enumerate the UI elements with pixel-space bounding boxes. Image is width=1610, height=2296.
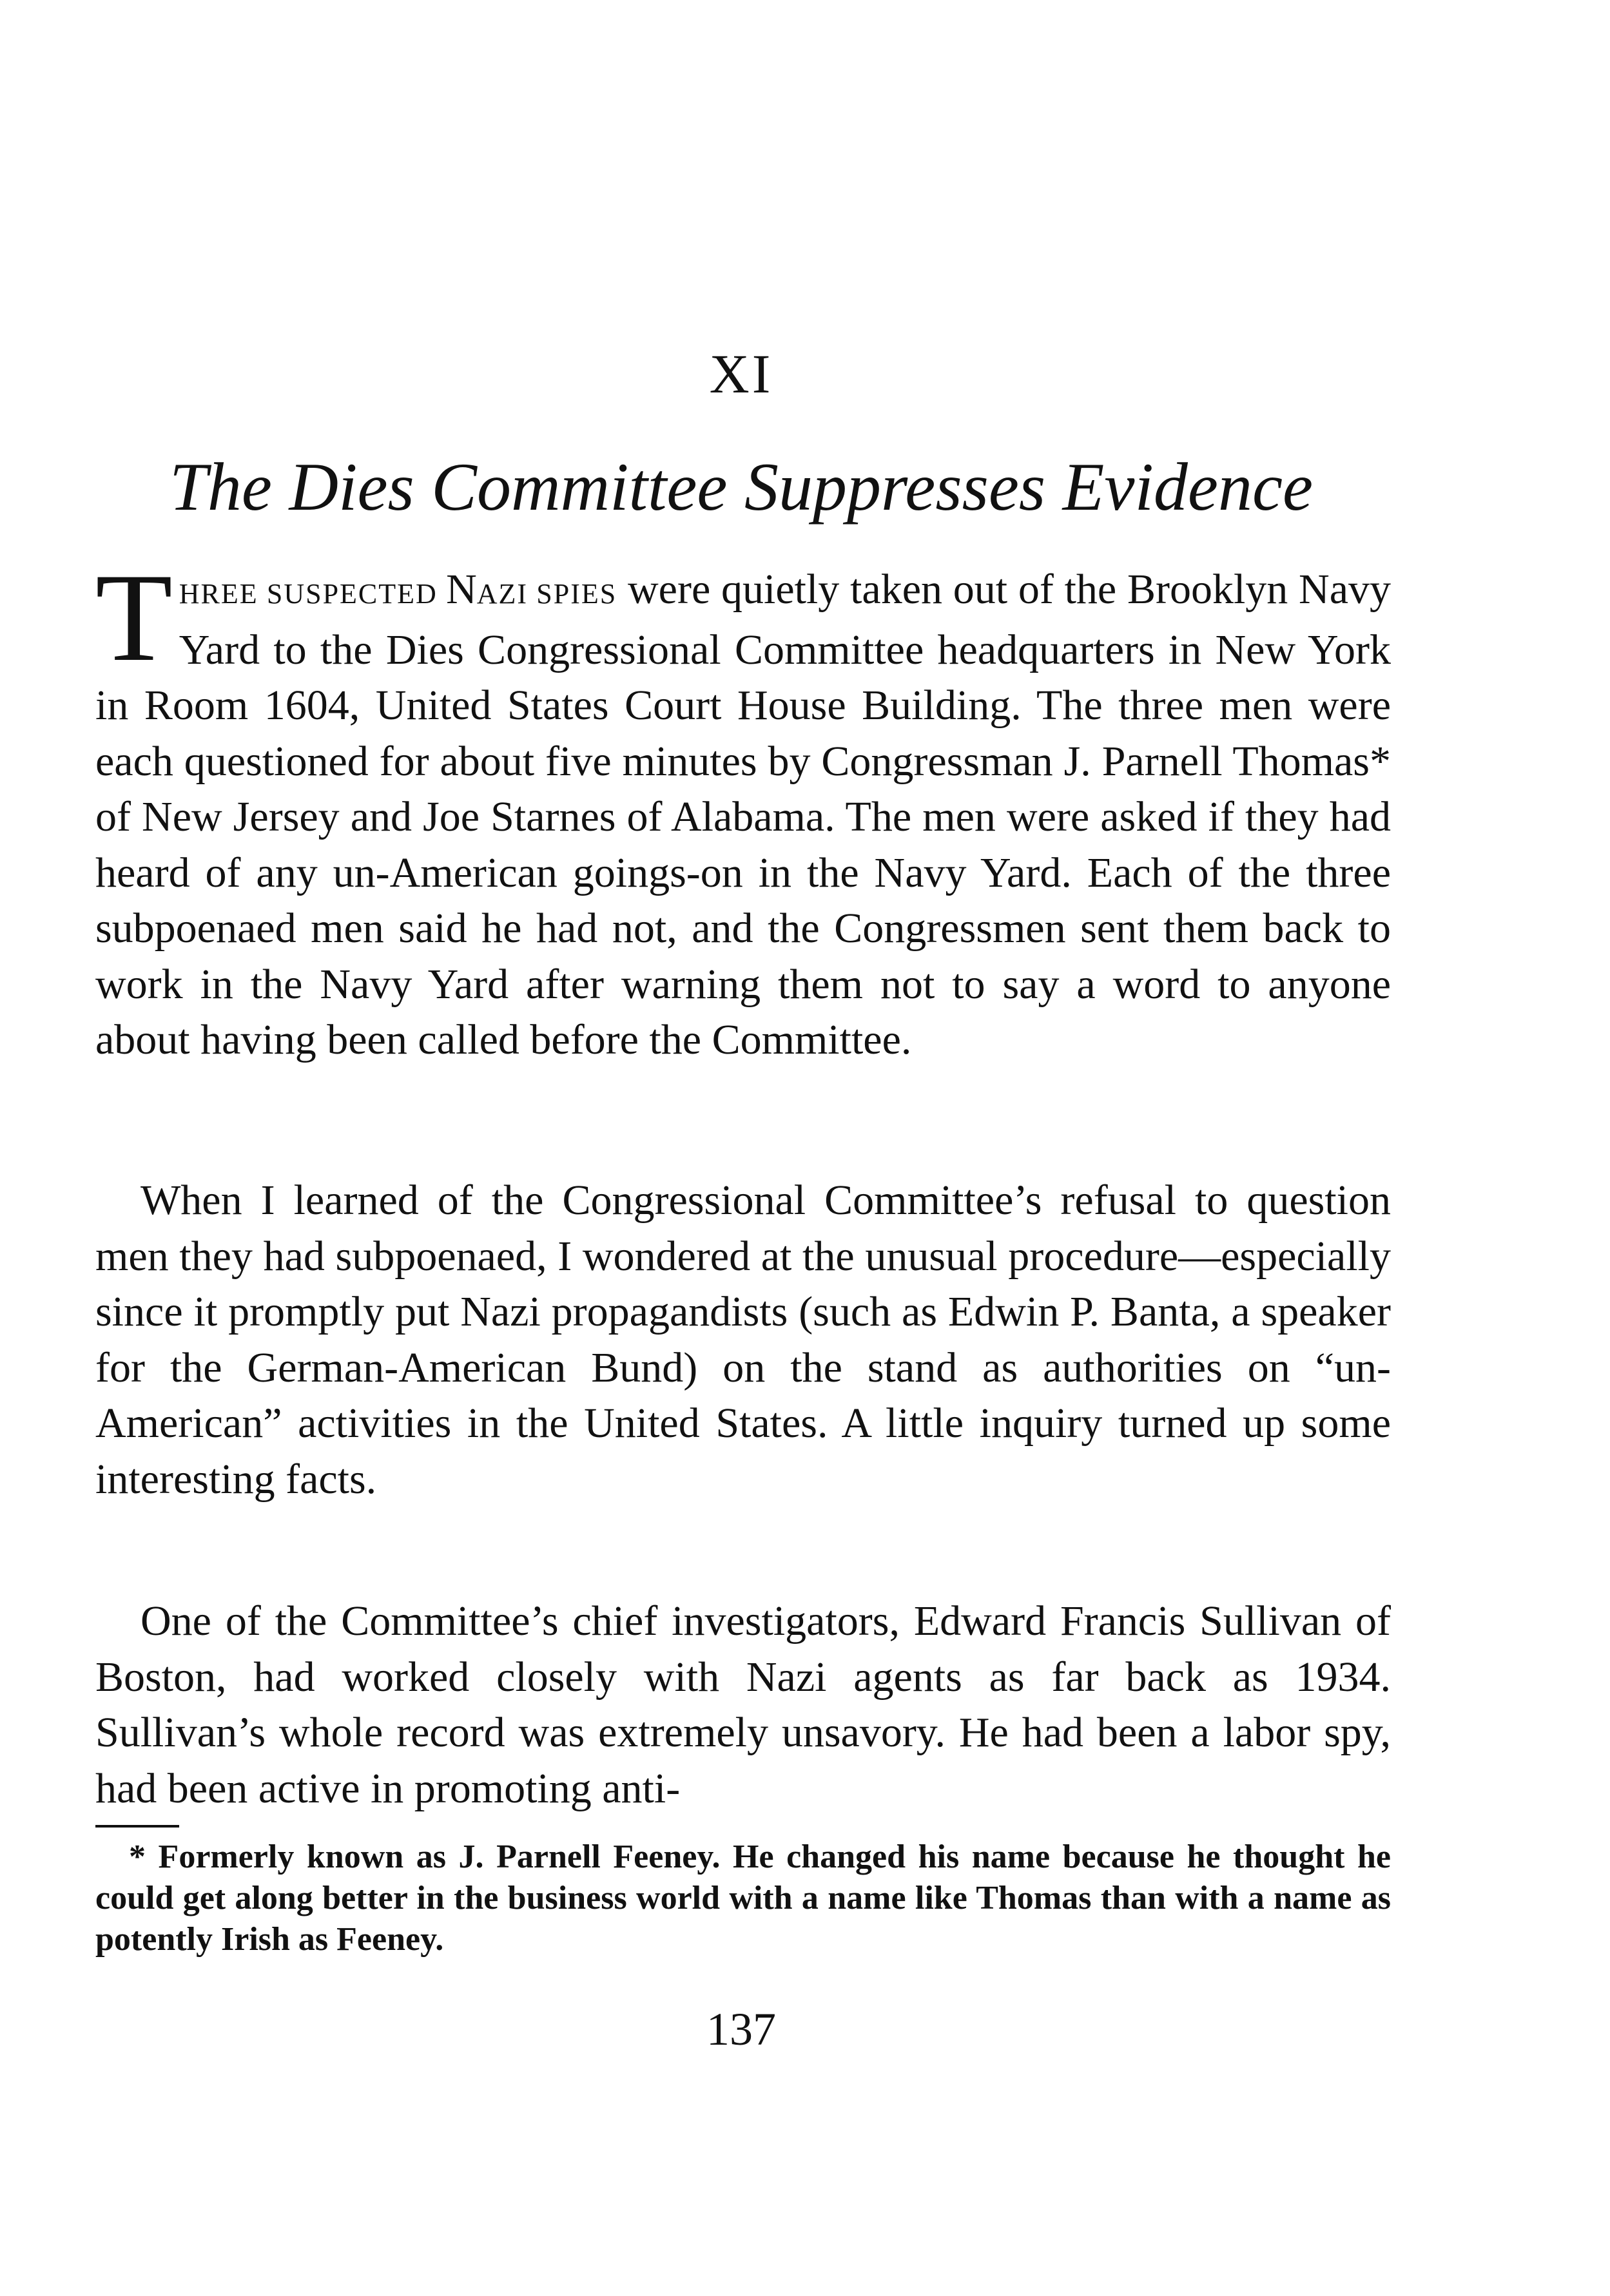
drop-cap: T — [95, 548, 173, 688]
paragraph-3: One of the Committee’s chief investigators, Edward Francis Sullivan of Boston, had worked closely with Nazi agents as far back as 1934. Sullivan’s whole record was extremely unsavory. He had been a labor spy, had been active in promoting anti- — [95, 1597, 1391, 1812]
paragraph-1 — [95, 548, 1392, 1068]
footnote — [95, 1837, 1391, 1960]
small-caps-lead: HREE SUSPECTED — [179, 578, 447, 610]
chapter-number: XI — [709, 343, 773, 405]
chapter-title: The Dies Committee Suppresses Evidence — [169, 449, 1314, 525]
small-caps-rest: AZI SPIES — [476, 578, 617, 610]
small-caps-initial: N — [446, 566, 477, 613]
page-number: 137 — [706, 2003, 776, 2055]
paragraph-2: When I learned of the Congressional Committee’s refusal to question men they had subpoenaed, I wondered at the unusual procedure—especially since it promptly put Nazi propagandists (such as Edwin P. Banta, a speaker for the German-American Bund) on the stand as authorities on “un-American” activities in the United States. A little inquiry turned up some interesting facts. — [95, 1177, 1391, 1503]
footnote-rule — [95, 1825, 179, 1828]
footnote-text: * Formerly known as J. Parnell Feeney. He changed his name because he thought he could get along better in the business world with a name like Thomas than with a name as potently Irish as Feeney. — [95, 1838, 1391, 1958]
paragraph-1-text: were quietly taken out of the Brooklyn Navy Yard to the Dies Congressional Committee headquarters in New York in Room 1604, United States Court House Building. The three men were each questioned for about five minutes by Congressman J. Parnell Thomas* of New Jersey and Joe Starnes of Alabama. The men were asked if they had heard of any un-American goings-on in the Navy Yard. Each of the three subpoenaed men said he had not, and the Congressmen sent them back to work in the Navy Yard after warning them not to say a word to anyone about having been called before the Committee. — [95, 566, 1392, 1063]
